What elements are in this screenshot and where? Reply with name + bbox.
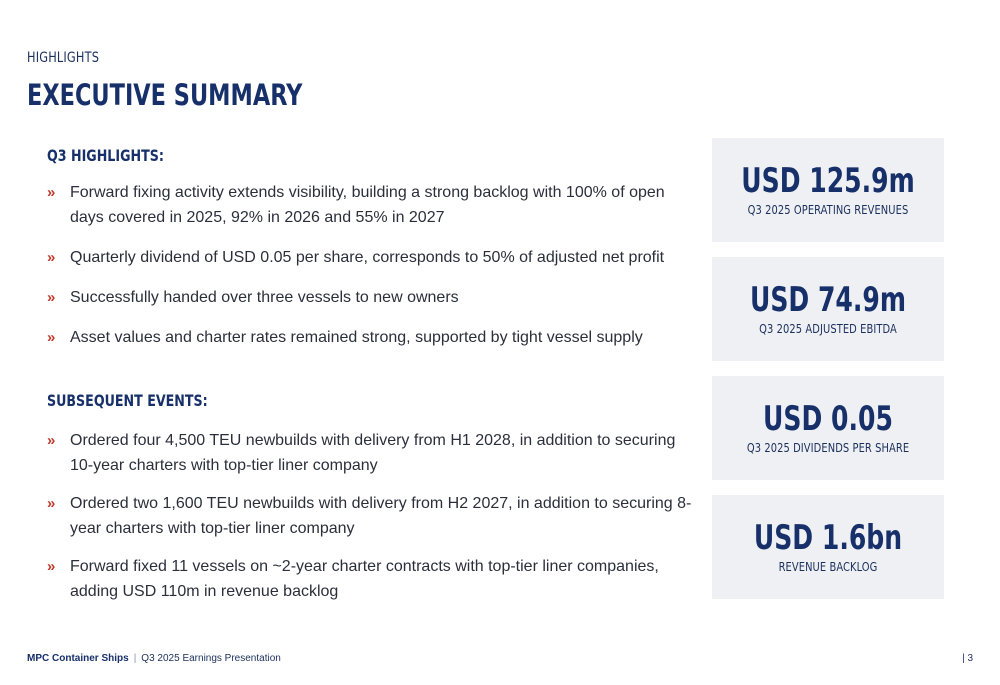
chevron-right-icon: » [47,495,56,512]
kpi-value: USD 0.05 [763,399,893,439]
chevron-right-icon: » [47,329,56,346]
kpi-label: Q3 2025 DIVIDENDS PER SHARE [746,440,910,455]
q3-highlights-heading: Q3 HIGHLIGHTS: [47,146,164,165]
chevron-right-icon: » [47,289,56,306]
kpi-value: USD 125.9m [741,161,915,201]
list-item [47,245,697,270]
chevron-right-icon: » [47,249,56,266]
list-item [47,554,697,604]
bullet-text: Forward fixed 11 vessels on ~2-year charter contracts with top-tier liner companies, adding USD 110m in revenue backlog [70,558,659,600]
section-eyebrow: HIGHLIGHTS [27,50,100,66]
bullet-text: Successfully handed over three vessels to new owners [70,289,459,306]
page-title: EXECUTIVE SUMMARY [27,78,303,112]
kpi-label: Q3 2025 OPERATING REVENUES [747,202,909,217]
kpi-value: USD 74.9m [749,280,907,320]
kpi-label: Q3 2025 ADJUSTED EBITDA [759,321,897,336]
chevron-right-icon: » [47,558,56,575]
kpi-label: REVENUE BACKLOG [778,559,878,574]
chevron-right-icon: » [47,184,56,201]
footer-brand: MPC Container Ships [27,653,129,664]
bullet-text: Forward fixing activity extends visibility, building a strong backlog with 100% of open days covered in 2025, 92% in 2026 and 55% in 2027 [70,184,665,226]
list-item [47,180,697,230]
footer-separator: | [133,653,137,664]
kpi-card-revenue-backlog [712,495,944,599]
footer-document-title: Q3 2025 Earnings Presentation [141,653,281,664]
subsequent-events-heading: SUBSEQUENT EVENTS: [47,391,208,410]
bullet-text: Asset values and charter rates remained strong, supported by tight vessel supply [70,329,643,346]
q3-highlights-list [47,180,697,350]
page-number: | 3 [962,653,973,664]
kpi-card-dividends-per-share [712,376,944,480]
list-item [47,285,697,310]
list-item [47,325,697,350]
subsequent-events-list [47,428,697,604]
bullet-text: Ordered four 4,500 TEU newbuilds with delivery from H1 2028, in addition to securing 10-year charters with top-tier liner company [70,432,676,474]
kpi-card-adjusted-ebitda [712,257,944,361]
footer [27,653,281,664]
bullet-text: Ordered two 1,600 TEU newbuilds with delivery from H2 2027, in addition to securing 8-year charters with top-tier liner company [70,495,692,537]
chevron-right-icon: » [47,432,56,449]
list-item [47,491,697,541]
list-item [47,428,697,478]
kpi-value: USD 1.6bn [753,518,903,558]
kpi-card-operating-revenues [712,138,944,242]
bullet-text: Quarterly dividend of USD 0.05 per share, corresponds to 50% of adjusted net profit [70,249,665,266]
